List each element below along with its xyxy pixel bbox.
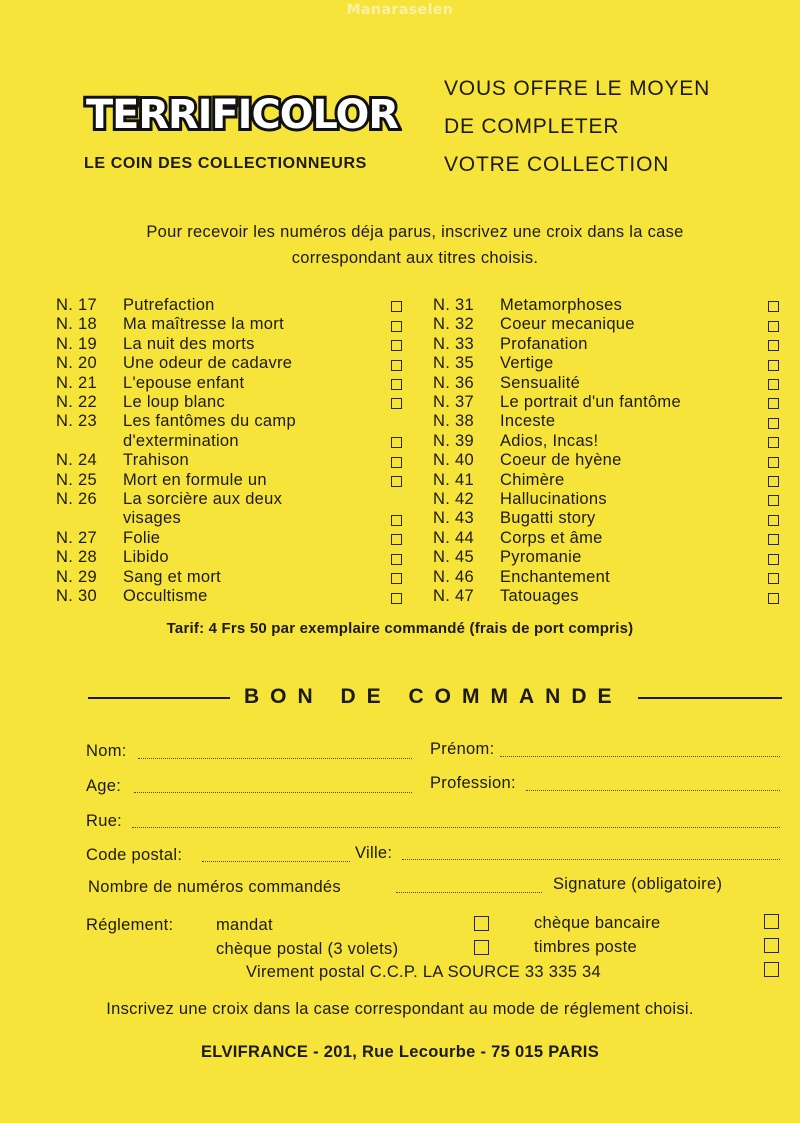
issue-number: N. 40 — [433, 451, 474, 470]
issue-number: N. 35 — [433, 354, 474, 373]
title-row — [56, 315, 406, 334]
title-row — [56, 451, 406, 470]
issue-number: N. 38 — [433, 412, 474, 431]
issue-title-line: Chimère — [500, 470, 565, 489]
issue-title — [123, 393, 406, 412]
issue-number: N. 23 — [56, 412, 97, 431]
issue-number: N. 42 — [433, 490, 474, 509]
issue-title — [123, 587, 406, 606]
issue-title — [500, 315, 783, 334]
issue-checkbox[interactable] — [391, 301, 402, 312]
issue-title — [500, 374, 783, 393]
title-row — [433, 393, 783, 412]
logo-subtitle: LE COIN DES COLLECTIONNEURS — [84, 155, 367, 172]
issue-title — [500, 568, 783, 587]
ville-field[interactable] — [402, 859, 780, 860]
title-row — [433, 509, 783, 528]
issue-checkbox[interactable] — [768, 476, 779, 487]
issue-title-line: Hallucinations — [500, 490, 607, 509]
order-form-title: BON DE COMMANDE — [244, 685, 623, 708]
issue-title — [500, 412, 783, 431]
issue-checkbox[interactable] — [391, 593, 402, 604]
issue-checkbox[interactable] — [768, 534, 779, 545]
issue-number: N. 46 — [433, 567, 474, 586]
issue-checkbox[interactable] — [391, 398, 402, 409]
profession-field[interactable] — [526, 790, 780, 791]
issue-number: N. 37 — [433, 393, 474, 412]
nom-label: Nom: — [86, 742, 127, 760]
issue-title-line: La sorcière aux deux — [123, 490, 283, 509]
issue-checkbox[interactable] — [391, 554, 402, 565]
title-row — [56, 587, 406, 606]
issue-title-line: Libido — [123, 548, 169, 567]
issue-title — [123, 529, 406, 548]
title-row — [433, 412, 783, 431]
issue-number: N. 47 — [433, 587, 474, 606]
option-mandat-label: mandat — [216, 916, 273, 934]
option-cheque-postal-label: chèque postal (3 volets) — [216, 940, 399, 958]
rue-field[interactable] — [132, 827, 780, 828]
ville-label: Ville: — [355, 844, 393, 862]
issue-title-line: Sensualité — [500, 373, 581, 392]
issue-title-line: Corps et âme — [500, 528, 603, 547]
issue-title-line: visages — [123, 509, 182, 528]
option-cheque-postal-checkbox[interactable] — [474, 940, 489, 955]
issue-number: N. 30 — [56, 587, 97, 606]
issue-checkbox[interactable] — [768, 301, 779, 312]
title-row — [56, 296, 406, 315]
issue-checkbox[interactable] — [768, 457, 779, 468]
issue-checkbox[interactable] — [768, 379, 779, 390]
issue-title-line: Une odeur de cadavre — [123, 354, 293, 373]
title-row — [433, 354, 783, 373]
issue-number: N. 24 — [56, 451, 97, 470]
titles-list-right — [433, 296, 783, 607]
issue-number: N. 31 — [433, 296, 474, 314]
issue-title-line: Pyromanie — [500, 548, 582, 567]
issue-number: N. 44 — [433, 528, 474, 547]
issue-checkbox[interactable] — [768, 437, 779, 448]
issue-checkbox[interactable] — [768, 398, 779, 409]
offer-line-1: VOUS OFFRE LE MOYEN — [444, 77, 711, 100]
title-row — [56, 568, 406, 587]
issue-checkbox[interactable] — [391, 360, 402, 371]
issue-title-line: Ma maîtresse la mort — [123, 315, 284, 334]
intro-text — [70, 219, 760, 271]
title-row — [56, 412, 406, 451]
issue-title-line: d'extermination — [123, 431, 239, 450]
issue-number: N. 27 — [56, 528, 97, 547]
issue-title — [123, 490, 406, 529]
issue-checkbox[interactable] — [391, 573, 402, 584]
issue-checkbox[interactable] — [391, 457, 402, 468]
option-cheque-bancaire-checkbox[interactable] — [764, 914, 779, 929]
title-row — [433, 490, 783, 509]
issue-title-line: Inceste — [500, 412, 556, 431]
issue-title-line: Sang et mort — [123, 567, 222, 586]
age-field[interactable] — [134, 792, 412, 793]
issue-number: N. 22 — [56, 393, 97, 412]
title-row — [433, 432, 783, 451]
tarif-text: Tarif: 4 Frs 50 par exemplaire commandé (frais de port compris) — [166, 620, 634, 637]
issue-number: N. 26 — [56, 490, 97, 509]
issue-title-line: Adios, Incas! — [500, 431, 599, 450]
issue-checkbox[interactable] — [391, 321, 402, 332]
intro-line-2: correspondant aux titres choisis. — [291, 249, 539, 267]
issue-title-line: L'epouse enfant — [123, 373, 245, 392]
code-postal-field[interactable] — [202, 861, 350, 862]
issue-title — [123, 374, 406, 393]
option-timbres-checkbox[interactable] — [764, 938, 779, 953]
issue-number: N. 45 — [433, 548, 474, 567]
issue-title-line: Le loup blanc — [123, 393, 226, 412]
title-row — [433, 587, 783, 606]
issue-checkbox[interactable] — [391, 379, 402, 390]
watermark: Manaraselen — [346, 2, 454, 18]
issue-title — [123, 335, 406, 354]
option-mandat-checkbox[interactable] — [474, 916, 489, 931]
signature-label: Signature (obligatoire) — [553, 875, 723, 893]
title-row — [433, 296, 783, 315]
issue-title-line: Occultisme — [123, 587, 208, 606]
issue-title — [500, 587, 783, 606]
issue-title-line: Putrefaction — [123, 296, 215, 314]
issue-title-line: Enchantement — [500, 567, 611, 586]
issue-title-line: Coeur mecanique — [500, 315, 635, 334]
issue-number: N. 36 — [433, 373, 474, 392]
title-row — [433, 568, 783, 587]
issue-number: N. 17 — [56, 296, 97, 314]
title-row — [56, 393, 406, 412]
title-row — [433, 374, 783, 393]
issue-title-line: Bugatti story — [500, 509, 596, 528]
issue-title — [500, 451, 783, 470]
nombre-field[interactable] — [396, 892, 542, 893]
title-row — [56, 490, 406, 529]
issue-title — [500, 471, 783, 490]
issue-checkbox[interactable] — [768, 321, 779, 332]
offer-text — [444, 70, 710, 184]
issue-checkbox[interactable] — [391, 515, 402, 526]
issue-number: N. 18 — [56, 315, 97, 334]
title-row — [433, 315, 783, 334]
issue-title — [500, 509, 783, 528]
issue-title-line: Coeur de hyène — [500, 451, 622, 470]
title-row — [433, 548, 783, 567]
issue-title — [500, 529, 783, 548]
order-title-rule-left — [88, 697, 230, 699]
issue-title — [500, 296, 783, 315]
issue-title-line: Vertige — [500, 354, 554, 373]
issue-checkbox[interactable] — [768, 418, 779, 429]
title-row — [433, 529, 783, 548]
issue-number: N. 29 — [56, 567, 97, 586]
title-row — [433, 451, 783, 470]
issue-title — [123, 412, 406, 451]
issue-title-line: Profanation — [500, 334, 588, 353]
issue-title — [123, 451, 406, 470]
issue-checkbox[interactable] — [768, 515, 779, 526]
age-label: Age: — [86, 777, 122, 795]
profession-label: Profession: — [430, 774, 516, 792]
issue-title-line: Folie — [123, 528, 161, 547]
issue-checkbox[interactable] — [768, 573, 779, 584]
title-row — [56, 548, 406, 567]
issue-title — [123, 354, 406, 373]
option-virement-checkbox[interactable] — [764, 962, 779, 977]
issue-title — [500, 548, 783, 567]
option-virement-label: Virement postal C.C.P. LA SOURCE 33 335 34 — [246, 963, 602, 981]
issue-title-line: Mort en formule un — [123, 470, 267, 489]
issue-checkbox[interactable] — [768, 554, 779, 565]
issue-number: N. 32 — [433, 315, 474, 334]
issue-title — [500, 354, 783, 373]
title-row — [56, 471, 406, 490]
issue-number: N. 39 — [433, 431, 474, 450]
issue-title — [500, 432, 783, 451]
issue-title — [123, 471, 406, 490]
order-title-rule-right — [638, 697, 782, 699]
issue-number: N. 20 — [56, 354, 97, 373]
payment-instruction: Inscrivez une croix dans la case correspondant au mode de réglement choisi. — [106, 1000, 694, 1018]
issue-title — [123, 296, 406, 315]
issue-title — [123, 548, 406, 567]
issue-number: N. 33 — [433, 334, 474, 353]
issue-checkbox[interactable] — [768, 340, 779, 351]
titles-list-left — [56, 296, 406, 607]
issue-title — [500, 335, 783, 354]
issue-checkbox[interactable] — [768, 360, 779, 371]
issue-number: N. 43 — [433, 509, 474, 528]
issue-number: N. 41 — [433, 470, 474, 489]
issue-number: N. 21 — [56, 373, 97, 392]
issue-checkbox[interactable] — [391, 437, 402, 448]
issue-number: N. 25 — [56, 470, 97, 489]
issue-title — [123, 568, 406, 587]
issue-checkbox[interactable] — [391, 476, 402, 487]
issue-title-line: La nuit des morts — [123, 334, 255, 353]
publisher-address: ELVIFRANCE - 201, Rue Lecourbe - 75 015 PARIS — [201, 1043, 599, 1061]
prenom-field[interactable] — [500, 756, 780, 757]
title-row — [433, 471, 783, 490]
rue-label: Rue: — [86, 812, 123, 830]
issue-title-line: Le portrait d'un fantôme — [500, 393, 681, 412]
code-postal-label: Code postal: — [86, 846, 183, 864]
option-cheque-bancaire-label: chèque bancaire — [534, 914, 661, 932]
issue-title-line: Metamorphoses — [500, 296, 623, 314]
offer-line-2: DE COMPLETER — [444, 115, 620, 138]
issue-title — [500, 393, 783, 412]
title-row — [56, 529, 406, 548]
issue-title-line: Les fantômes du camp — [123, 412, 296, 431]
nom-field[interactable] — [138, 758, 412, 759]
title-row — [56, 354, 406, 373]
logo-text: TERRIFICOLOR — [86, 92, 399, 138]
option-timbres-label: timbres poste — [534, 938, 637, 956]
issue-title-line: Tatouages — [500, 587, 579, 606]
issue-title — [500, 490, 783, 509]
title-row — [433, 335, 783, 354]
issue-number: N. 19 — [56, 334, 97, 353]
title-row — [56, 335, 406, 354]
reglement-label: Réglement: — [86, 916, 174, 934]
title-row — [56, 374, 406, 393]
issue-checkbox[interactable] — [768, 593, 779, 604]
issue-number: N. 28 — [56, 548, 97, 567]
intro-line-1: Pour recevoir les numéros déja parus, inscrivez une croix dans la case — [146, 223, 684, 241]
issue-checkbox[interactable] — [768, 495, 779, 506]
issue-title — [123, 315, 406, 334]
issue-checkbox[interactable] — [391, 340, 402, 351]
offer-line-3: VOTRE COLLECTION — [444, 153, 670, 176]
issue-checkbox[interactable] — [391, 534, 402, 545]
issue-title-line: Trahison — [123, 451, 189, 470]
prenom-label: Prénom: — [430, 740, 495, 758]
nombre-label: Nombre de numéros commandés — [88, 878, 341, 896]
terrificolor-logo — [82, 76, 402, 146]
